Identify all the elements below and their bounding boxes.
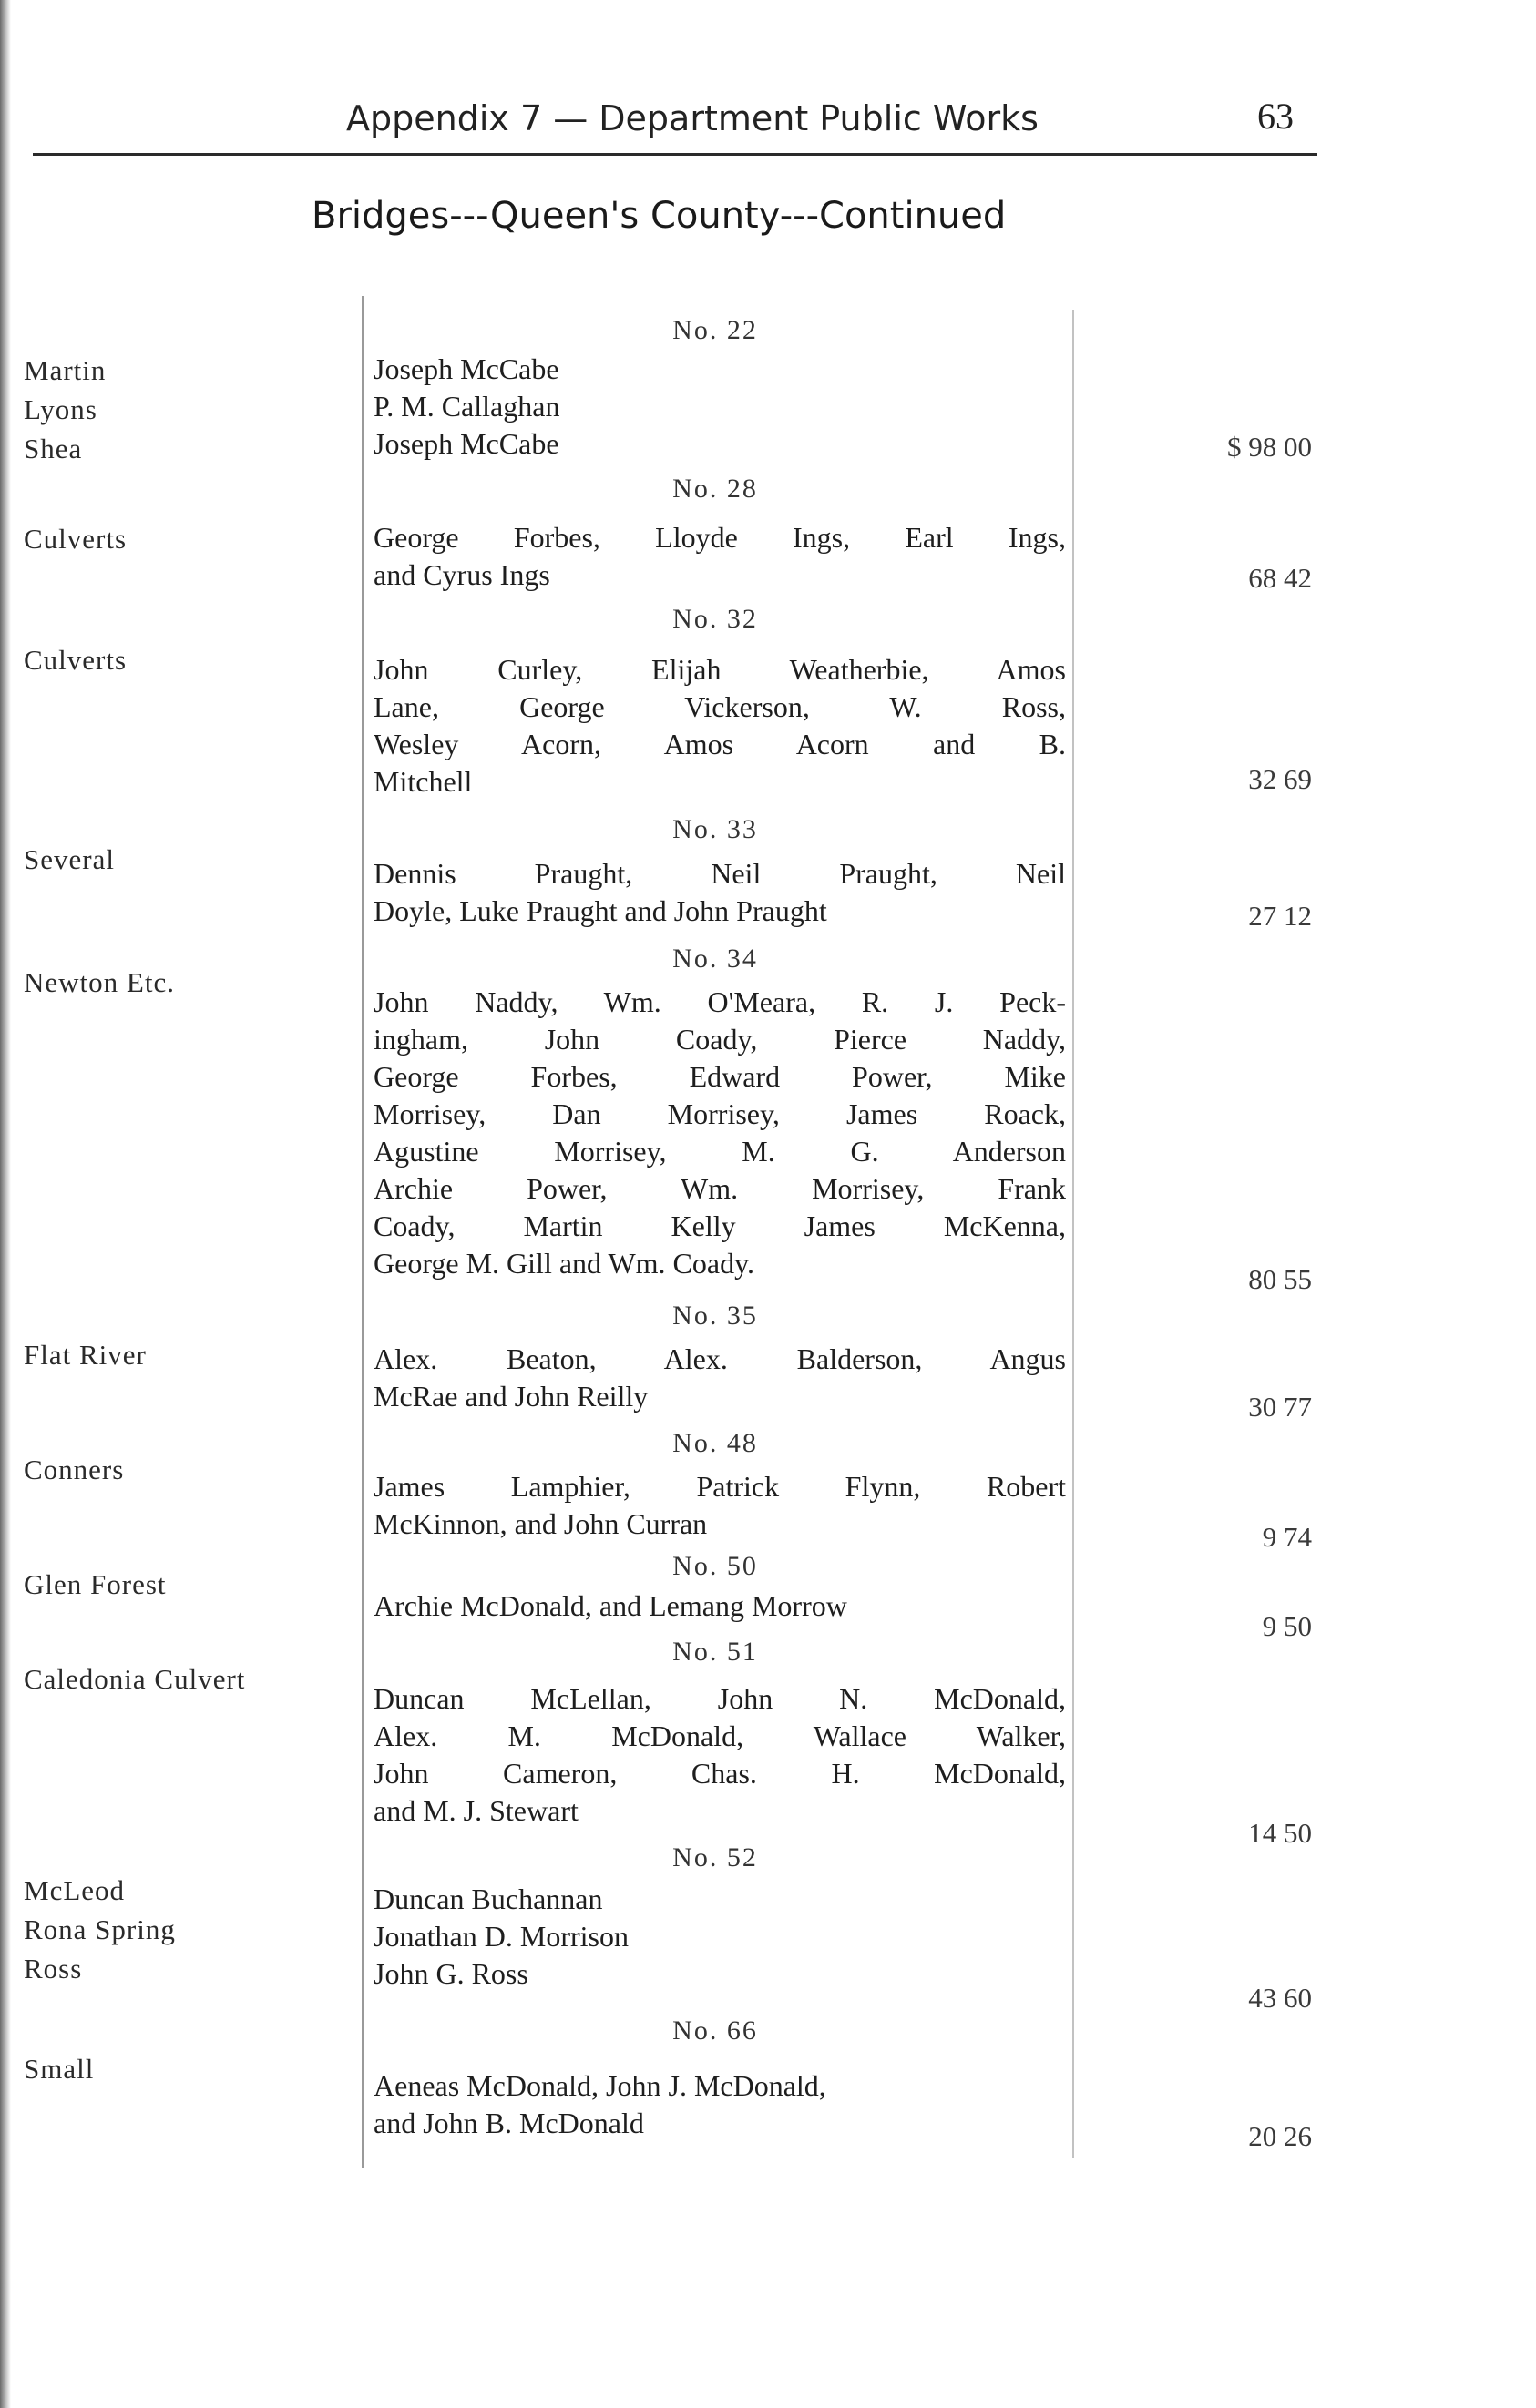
contractor-line: Dennis Praught, Neil Praught, Neil (374, 857, 1066, 890)
contractor-line: Joseph McCabe (374, 427, 559, 460)
location-list (24, 1450, 361, 1489)
contractor-names (374, 1587, 1066, 1625)
contractor-line: McKinnon, and John Curran (374, 1507, 708, 1540)
location-list (24, 1565, 361, 1604)
entry-amount: 68 42 (1248, 562, 1312, 594)
location-line: McLeod (24, 1874, 126, 1906)
location-line: Ross (24, 1953, 83, 1985)
location-line: Culverts (24, 644, 128, 676)
entry-number: No. 66 (672, 2015, 758, 2046)
location-line: Newton Etc. (24, 966, 175, 998)
entry-number: No. 48 (672, 1428, 758, 1458)
contractor-line: P. M. Callaghan (374, 390, 560, 423)
header-rule (33, 153, 1317, 156)
column-rule-right (1072, 310, 1074, 2158)
contractor-line: George Forbes, Edward Power, Mike (374, 1060, 1066, 1093)
location-list (24, 2049, 361, 2088)
location-line: Flat River (24, 1339, 147, 1371)
contractor-line: Aeneas McDonald, John J. McDonald, (374, 2069, 826, 2102)
contractor-line: Morrisey, Dan Morrisey, James Roack, (374, 1097, 1066, 1130)
contractor-line: McRae and John Reilly (374, 1380, 649, 1413)
entry-amount: 43 60 (1248, 1982, 1312, 2014)
contractor-names (374, 519, 1066, 594)
location-line: Glen Forest (24, 1568, 167, 1600)
contractor-line: Wesley Acorn, Amos Acorn and B. (374, 728, 1066, 760)
running-header-title: Appendix 7 — Department Public Works (346, 98, 1039, 138)
contractor-names (374, 984, 1066, 1282)
contractor-line: Lane, George Vickerson, W. Ross, (374, 690, 1066, 723)
entry-number: No. 22 (672, 315, 758, 345)
location-line: Lyons (24, 393, 97, 425)
contractor-names (374, 1881, 1066, 1993)
contractor-line: and John B. McDonald (374, 2107, 644, 2139)
contractor-line: Archie McDonald, and Lemang Morrow (374, 1589, 847, 1622)
contractor-line: George M. Gill and Wm. Coady. (374, 1247, 755, 1280)
entry-amount: 30 77 (1248, 1391, 1312, 1423)
location-list (24, 640, 361, 679)
contractor-line: John Curley, Elijah Weatherbie, Amos (374, 653, 1066, 686)
entry-number: No. 50 (672, 1551, 758, 1581)
entry-amount: 27 12 (1248, 900, 1312, 932)
location-list (24, 1335, 361, 1374)
contractor-line: Duncan Buchannan (374, 1883, 603, 1915)
contractor-names (374, 1341, 1066, 1415)
entry-number: No. 51 (672, 1637, 758, 1667)
contractor-line: Alex. M. McDonald, Wallace Walker, (374, 1719, 1066, 1752)
entry-amount: 14 50 (1248, 1817, 1312, 1849)
contractor-names (374, 1680, 1066, 1830)
contractor-line: Doyle, Luke Praught and John Praught (374, 894, 827, 927)
contractor-line: Coady, Martin Kelly James McKenna, (374, 1209, 1066, 1242)
contractor-names (374, 855, 1066, 930)
contractor-line: Archie Power, Wm. Morrisey, Frank (374, 1172, 1066, 1205)
location-line: Conners (24, 1454, 125, 1485)
location-list (24, 840, 361, 879)
contractor-line: John Cameron, Chas. H. McDonald, (374, 1757, 1066, 1790)
column-rule-left (362, 296, 364, 2168)
entry-amount: $ 98 00 (1227, 431, 1312, 463)
location-list (24, 519, 361, 558)
entry-amount: 9 74 (1262, 1521, 1312, 1553)
contractor-line: James Lamphier, Patrick Flynn, Robert (374, 1470, 1066, 1503)
location-line: Rona Spring (24, 1913, 176, 1945)
contractor-names (374, 1468, 1066, 1543)
entry-number: No. 33 (672, 814, 758, 844)
contractor-line: Duncan McLellan, John N. McDonald, (374, 1682, 1066, 1715)
location-list (24, 351, 361, 468)
entry-amount: 9 50 (1262, 1610, 1312, 1642)
contractor-line: ingham, John Coady, Pierce Naddy, (374, 1023, 1066, 1056)
location-line: Shea (24, 433, 83, 464)
contractor-names (374, 351, 1066, 463)
contractor-line: George Forbes, Lloyde Ings, Earl Ings, (374, 521, 1066, 554)
location-list (24, 1659, 361, 1699)
location-list (24, 1871, 361, 1988)
location-line: Small (24, 2053, 95, 2085)
location-line: Several (24, 843, 115, 875)
location-line: Martin (24, 354, 107, 386)
page-number: 63 (1257, 96, 1294, 137)
contractor-line: John G. Ross (374, 1957, 528, 1990)
contractor-line: Jonathan D. Morrison (374, 1920, 629, 1953)
location-line: Culverts (24, 523, 128, 555)
contractor-line: Agustine Morrisey, M. G. Anderson (374, 1135, 1066, 1168)
contractor-line: Alex. Beaton, Alex. Balderson, Angus (374, 1342, 1066, 1375)
entry-number: No. 32 (672, 604, 758, 634)
location-line: Caledonia Culvert (24, 1663, 246, 1695)
entry-number: No. 52 (672, 1842, 758, 1872)
section-title: Bridges---Queen's County---Continued (312, 195, 1007, 237)
page-binding-edge (0, 0, 11, 2408)
contractor-line: Mitchell (374, 765, 473, 798)
contractor-line: John Naddy, Wm. O'Meara, R. J. Peck- (374, 985, 1066, 1018)
entry-amount: 20 26 (1248, 2120, 1312, 2152)
location-list (24, 963, 361, 1002)
contractor-line: and M. J. Stewart (374, 1794, 579, 1827)
entry-amount: 32 69 (1248, 763, 1312, 795)
contractor-names (374, 651, 1066, 801)
entry-amount: 80 55 (1248, 1263, 1312, 1295)
entry-number: No. 35 (672, 1301, 758, 1331)
entry-number: No. 28 (672, 474, 758, 504)
contractor-names (374, 2067, 1066, 2142)
contractor-line: Joseph McCabe (374, 352, 559, 385)
contractor-line: and Cyrus Ings (374, 558, 550, 591)
entry-number: No. 34 (672, 944, 758, 974)
